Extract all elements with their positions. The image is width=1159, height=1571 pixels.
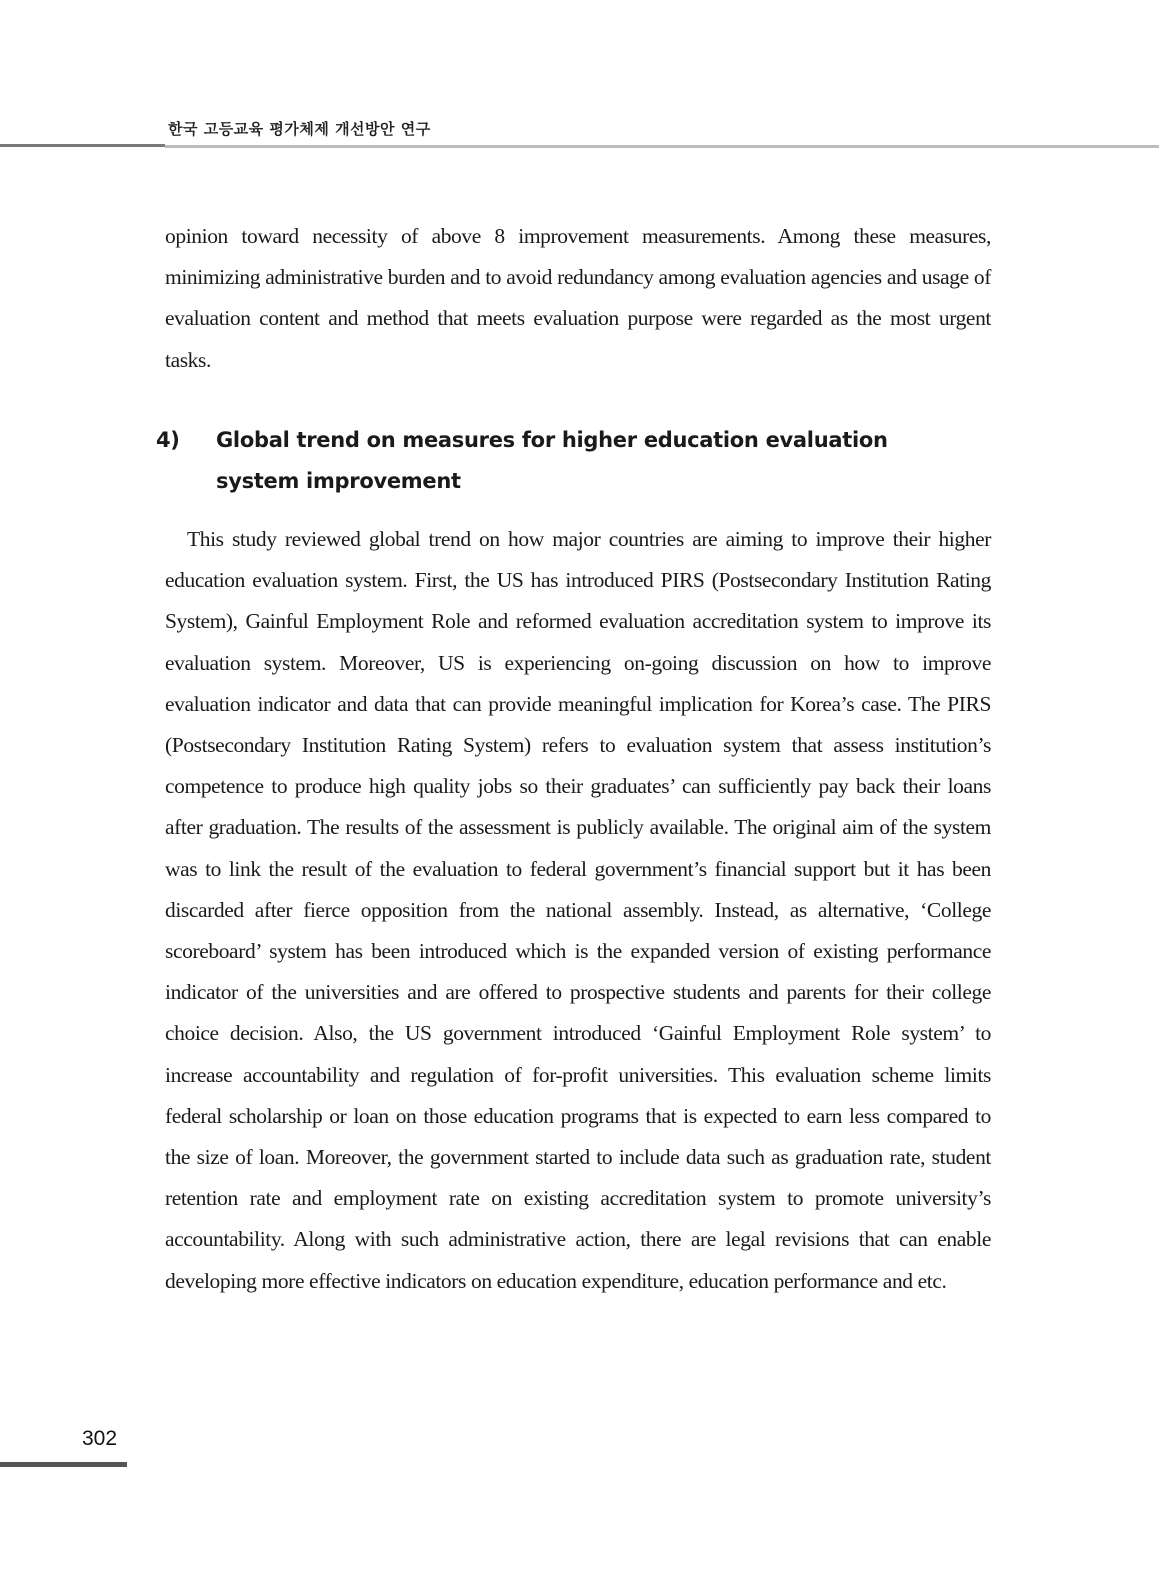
header-rule-light <box>165 145 1159 148</box>
page-number: 302 <box>82 1427 118 1450</box>
section-title: Global trend on measures for higher education evaluation system improvement <box>216 428 888 493</box>
section-heading <box>156 420 976 502</box>
section-number: 4) <box>156 428 180 452</box>
running-title: 한국 고등교육 평가체제 개선방안 연구 <box>168 120 431 138</box>
paragraph-1: opinion toward necessity of above 8 improvement measurements. Among these measures, minimizing administrative burden and to avoid redundancy among evaluation agencies and usage of evaluation content and method that meets evaluation purpose were regarded as the most urgent tasks. <box>165 224 991 372</box>
header-rule-dark <box>0 144 165 147</box>
footer-bar <box>0 1462 127 1467</box>
paragraph-2: This study reviewed global trend on how major countries are aiming to improve their higher education evaluation system. First, the US has introduced PIRS (Postsecondary Institution Rating System), Gainful Employment Role and reformed evaluation accreditation system to improve its evaluation system. Moreover, US is experiencing on-going discussion on how to improve evaluation indicator and data that can provide meaningful implication for Korea’s case. The PIRS (Postsecondary Institution Rating System) refers to evaluation system that assess institution’s competence to produce high quality jobs so their graduates’ can sufficiently pay back their loans after graduation. The results of the assessment is publicly available. The original aim of the system was to link the result of the evaluation to federal government’s financial support but it has been discarded after fierce opposition from the national assembly. Instead, as alternative, ‘College scoreboard’ system has been introduced which is the expanded version of existing performance indicator of the universities and are offered to prospective students and parents for their college choice decision. Also, the US government introduced ‘Gainful Employment Role system’ to increase accountability and regulation of for-profit universities. This evaluation scheme limits federal scholarship or loan on those education programs that is expected to earn less compared to the size of loan. Moreover, the government started to include data such as graduation rate, student retention rate and employment rate on existing accreditation system to promote university’s accountability. Along with such administrative action, there are legal revisions that can enable developing more effective indicators on education expenditure, education performance and etc. <box>165 527 991 1293</box>
